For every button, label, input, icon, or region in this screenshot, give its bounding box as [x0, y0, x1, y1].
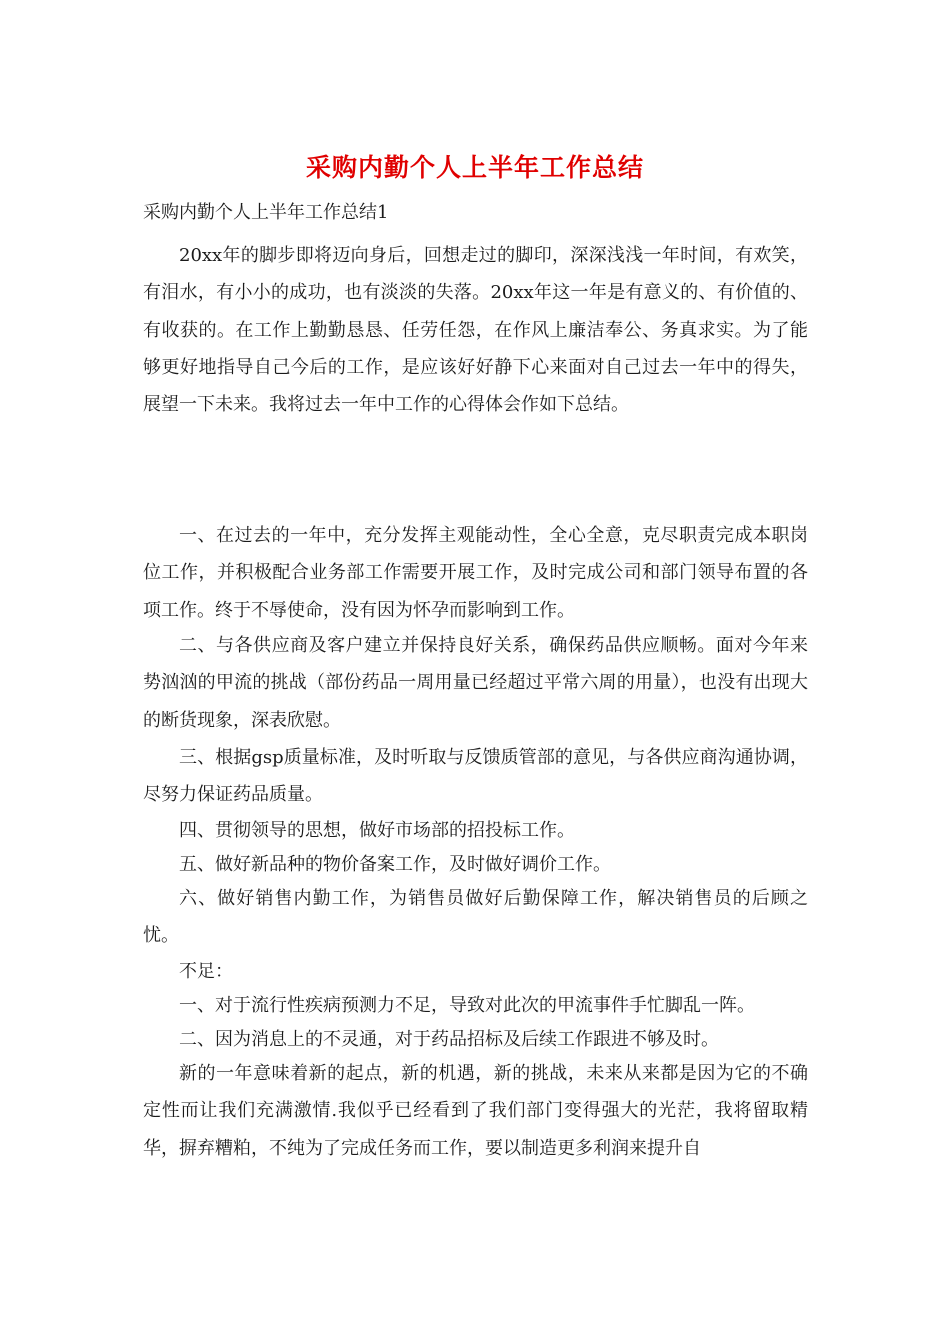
paragraph-item-3: 三、根据gsp质量标准，及时听取与反馈质管部的意见，与各供应商沟通协调，尽努力保证药品质量。	[143, 747, 808, 806]
paragraph-item-4: 四、贯彻领导的思想，做好市场部的招投标工作。	[179, 820, 575, 841]
document-title: 采购内勤个人上半年工作总结	[305, 153, 644, 182]
paragraph-intro: 20xx年的脚步即将迈向身后，回想走过的脚印，深深浅浅一年时间，有欢笑，有泪水，有小小的成功，也有淡淡的失落。20xx年这一年是有意义的、有价值的、有收获的。在工作上勤勤恳恳、任劳任怨，在作风上廉洁奉公、务真求实。为了能够更好地指导自己今后的工作，是应该好好静下心来面对自己过去一年中的得失，展望一下未来。我将过去一年中工作的心得体会作如下总结。	[143, 245, 808, 416]
document-subtitle: 采购内勤个人上半年工作总结1	[143, 202, 389, 223]
paragraph-shortcomings-heading: 不足：	[179, 961, 233, 982]
paragraph-item-5: 五、做好新品种的物价备案工作，及时做好调价工作。	[179, 854, 611, 875]
paragraph-shortcoming-2: 二、因为消息上的不灵通，对于药品招标及后续工作跟进不够及时。	[179, 1029, 719, 1050]
paragraph-item-2: 二、与各供应商及客户建立并保持良好关系，确保药品供应顺畅。面对今年来势汹汹的甲流的挑战（部份药品一周用量已经超过平常六周的用量），也没有出现大的断货现象，深表欣慰。	[143, 635, 808, 731]
paragraph-shortcoming-1: 一、对于流行性疾病预测力不足，导致对此次的甲流事件手忙脚乱一阵。	[179, 995, 755, 1016]
paragraph-item-6: 六、做好销售内勤工作，为销售员做好后勤保障工作，解决销售员的后顾之忧。	[143, 888, 808, 947]
paragraph-item-1: 一、在过去的一年中，充分发挥主观能动性，全心全意，克尽职责完成本职岗位工作，并积极配合业务部工作需要开展工作，及时完成公司和部门领导布置的各项工作。终于不辱使命，没有因为怀孕而影响到工作。	[143, 525, 808, 621]
paragraph-outlook: 新的一年意味着新的起点，新的机遇，新的挑战，未来从来都是因为它的不确定性而让我们充满激情.我似乎已经看到了我们部门变得强大的光茫，我将留取精华，摒弃糟粕，不纯为了完成任务而工作，要以制造更多利润来提升自	[143, 1063, 808, 1159]
